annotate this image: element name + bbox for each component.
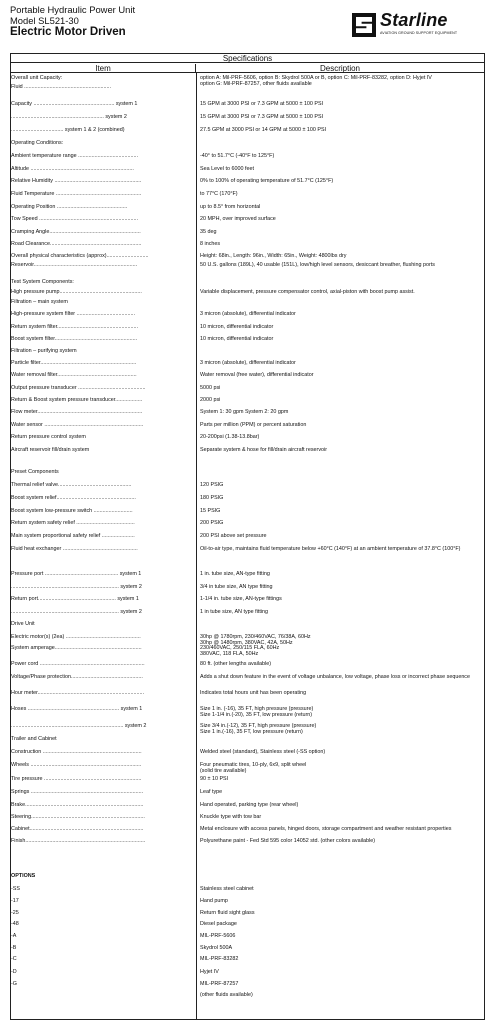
spec-description: Leaf type <box>200 789 223 795</box>
spec-description: Welded steel (standard), Stainless steel (-SS option) <box>200 749 326 755</box>
column-header-item: Item <box>11 64 196 73</box>
spec-item: Wheels .......................................................................... <box>11 762 142 768</box>
spec-item: Finish................................................................................ <box>11 838 146 844</box>
spec-item: -25 <box>11 910 19 916</box>
spec-item: Return pressure control system <box>11 434 86 440</box>
spec-description: Indicates total hours unit has been operating <box>200 690 307 696</box>
spec-description: 8 inches <box>200 241 221 247</box>
spec-item: -C <box>11 956 17 962</box>
spec-description: Water removal (free water), differential indicator <box>200 372 314 378</box>
spec-item: Filtration – main system <box>11 299 68 305</box>
page-header <box>10 5 485 51</box>
spec-item: Overall unit Capacity: <box>11 75 63 81</box>
product-line: Portable Hydraulic Power Unit <box>10 4 136 15</box>
spec-item: Road Clearance............................................................. <box>11 241 142 247</box>
spec-description: 80 ft. (other lengths available) <box>200 661 272 667</box>
spec-description: 20-200psi (1.38-13.8bar) <box>200 434 260 440</box>
spec-description: 3/4 in tube size, AN type fitting <box>200 584 273 590</box>
spec-item: Fluid .......................................................... <box>11 84 112 90</box>
spec-description: Oil-to-air type, maintains fluid temperature below +60°C (140°F) at an ambient temperature of 37.8°C (100°F) <box>200 546 461 552</box>
spec-item: ........................................................................ system 2 <box>11 609 142 615</box>
spec-description: 15 GPM at 3000 PSI or 7.3 GPM at 5000 ± 100 PSI <box>200 101 324 107</box>
spec-description: Diesel package <box>200 921 237 927</box>
specifications-table <box>10 53 485 1020</box>
spec-description: Separate system & hose for fill/drain aircraft reservoir <box>200 447 328 453</box>
spec-item: High-pressure system filter ....................................... <box>11 311 136 317</box>
spec-item: -D <box>11 969 17 975</box>
spec-item: Test System Components: <box>11 279 74 285</box>
spec-description: Height: 68in., Length: 96in., Width: 65in., Weight: 4800lbs dry <box>200 253 347 259</box>
spec-description: 1-1/4 in. tube size, AN-type fittings <box>200 596 282 602</box>
spec-item: Aircraft reservoir fill/drain system <box>11 447 90 453</box>
spec-description: Four pneumatic tires, 10-ply, 6x9, split wheel (solid tire available) <box>200 762 307 775</box>
spec-item: Hoses ............................................................. system 1 <box>11 706 143 712</box>
spec-item: Tire pressure ................................................................. <box>11 776 142 782</box>
spec-item: Filtration – purifying system <box>11 348 77 354</box>
spec-description: 20 MPH, over improved surface <box>200 216 276 222</box>
spec-description: 27.5 GPM at 3000 PSI or 14 GPM at 5000 ± 100 PSI <box>200 127 327 133</box>
spec-item: Return port.................................................... system 1 <box>11 596 139 602</box>
spec-item: Tow Speed .................................................................. <box>11 216 139 222</box>
spec-item: Overall physical characteristics (approx)............................ <box>11 253 149 259</box>
spec-item: Altitude ..................................................................... <box>11 166 134 172</box>
spec-item: OPTIONS <box>11 873 36 879</box>
spec-description: Metal enclosure with access panels, hinged doors, storage compartment and weather resistant properties <box>200 826 452 832</box>
spec-item: Pressure port ................................................. system 1 <box>11 571 142 577</box>
spec-description: System 1: 30 gpm System 2: 20 gpm <box>200 409 289 415</box>
spec-item: Capacity ...................................................... system 1 <box>11 101 138 107</box>
spec-item: Cramping Angle............................................................. <box>11 229 141 235</box>
spec-item: Power cord ...................................................................... <box>11 661 145 667</box>
spec-description: 10 micron, differential indicator <box>200 336 274 342</box>
spec-item: Main system proportional safety relief ...................... <box>11 533 135 539</box>
spec-item: Boost system filter....................................................... <box>11 336 138 342</box>
spec-description: Parts per million (PPM) or percent saturation <box>200 422 307 428</box>
spec-description: 230/460VAC, 250/115 FLA, 60Hz 380VAC, 118 FLA, 50Hz <box>200 645 280 658</box>
spec-description: 15 PSIG <box>200 508 221 514</box>
spec-item: High pressure pump....................................................... <box>11 289 142 295</box>
spec-item: Flow meter...................................................................... <box>11 409 143 415</box>
spec-item: Water removal filter..................................................... <box>11 372 137 378</box>
spec-item: Relative Humidity .......................................................... <box>11 178 142 184</box>
spec-description: Hand pump <box>200 898 228 904</box>
spec-item: Operating Position ............................................... <box>11 204 128 210</box>
spec-description: (other fluids available) <box>200 992 253 998</box>
model-number: Model SL521-30 <box>10 14 79 26</box>
spec-description: 120 PSIG <box>200 482 224 488</box>
spec-item: ........................................................................ system 2 <box>11 584 142 590</box>
spec-item: .............................................................. system 2 <box>11 114 127 120</box>
spec-description: Variable displacement, pressure compensator control, axial-piston with boost pump assist. <box>200 289 415 295</box>
column-divider <box>196 73 197 1019</box>
spec-description: up to 8.5° from horizontal <box>200 204 261 210</box>
spec-item: Brake............................................................................... <box>11 802 144 808</box>
spec-description: MIL-PRF-5606 <box>200 933 236 939</box>
spec-description: Skydrol 500A <box>200 945 233 951</box>
spec-description: 5000 psi <box>200 385 221 391</box>
spec-description: Return fluid sight glass <box>200 910 255 916</box>
spec-item: Output pressure transducer ............................................. <box>11 385 146 391</box>
spec-description: 90 ± 10 PSI <box>200 776 229 782</box>
spec-description: Hand operated, parking type (rear wheel) <box>200 802 299 808</box>
column-header-description: Description <box>196 64 484 73</box>
spec-description: 0% to 100% of operating temperature of 51.7°C (125°F) <box>200 178 334 184</box>
spec-item: ........................................................................... system 2 <box>11 723 147 729</box>
spec-item: Construction .................................................................. <box>11 749 142 755</box>
spec-item: Return system safety relief ....................................... <box>11 520 135 526</box>
spec-description: MIL-PRF-87257 <box>200 981 239 987</box>
spec-item: Springs ........................................................................... <box>11 789 144 795</box>
spec-description: MIL-PRF-83282 <box>200 956 239 962</box>
spec-description: 2000 psi <box>200 397 221 403</box>
spec-item: Particle filter................................................................ <box>11 360 137 366</box>
spec-item: Boost system relief..................................................... <box>11 495 136 501</box>
spec-description: Polyurethane paint - Fed Std 595 color 14052 std. (other colors available) <box>200 838 375 844</box>
spec-item: Steering............................................................................ <box>11 814 145 820</box>
spec-item: Electric motor(s) (2ea) .................................................. <box>11 634 141 640</box>
spec-item: -SS <box>11 886 20 892</box>
spec-description: Knuckle type with tow bar <box>200 814 262 820</box>
spec-item: Boost system low-pressure switch .......................... <box>11 508 133 514</box>
spec-item: -48 <box>11 921 19 927</box>
spec-description: Hyjet IV <box>200 969 219 975</box>
spec-item: -17 <box>11 898 19 904</box>
spec-item: Trailer and Cabinet <box>11 736 57 742</box>
spec-description: 50 U.S. gallons (189L), 40 usable (151L), low/high level sensors, desiccant breather, flushing ports <box>200 262 435 268</box>
table-title: Specifications <box>11 54 484 63</box>
spec-description: Size 3/4 in.(-12), 35 FT, high pressure (pressure) Size 1 in.(-16), 35 FT, low pressure (return) <box>200 723 317 736</box>
spec-description: -40° to 51.7°C (-40°F to 125°F) <box>200 153 275 159</box>
spec-description: 15 GPM at 3000 PSI or 7.3 GPM at 5000 ± 100 PSI <box>200 114 324 120</box>
spec-description: Sea Level to 6000 feet <box>200 166 254 172</box>
spec-description: 30hp @ 1780rpm, 230/460VAC, 76/38A, 60Hz 30hp @ 1480rpm, 380VAC, 42A, 50Hz <box>200 634 311 647</box>
logo-tagline: AVIATION GROUND SUPPORT EQUIPMENT <box>380 31 458 35</box>
spec-item: Return system filter...................................................... <box>11 324 139 330</box>
spec-item: Return & Boost system pressure transducer.................. <box>11 397 143 403</box>
spec-item: Thermal relief valve................................................. <box>11 482 132 488</box>
spec-item: Cabinet............................................................................ <box>11 826 144 832</box>
spec-item: Fluid Temperature ......................................................... <box>11 191 142 197</box>
spec-item: -B <box>11 945 17 951</box>
spec-item: Voltage/Phase protection................................................ <box>11 674 143 680</box>
spec-description: 3 micron (absolute), differential indicator <box>200 360 296 366</box>
spec-item: Drive Unit <box>11 621 35 627</box>
spec-description: 1 in tube size, AN type fitting <box>200 609 269 615</box>
spec-description: Stainless steel cabinet <box>200 886 254 892</box>
spec-description: 200 PSI above set pressure <box>200 533 267 539</box>
spec-description: to 77°C (170°F) <box>200 191 238 197</box>
starline-logo <box>352 10 484 43</box>
spec-item: Operating Conditions: <box>11 140 64 146</box>
spec-item: Fluid heat exchanger .................................................. <box>11 546 138 552</box>
logo-name: Starline <box>380 10 448 30</box>
spec-description: Size 1 in. (-16), 35 FT, high pressure (pressure) Size 1-1/4 in.(-20), 35 FT, low pressure (return) <box>200 706 314 719</box>
spec-description: 1 in. tube size, AN-type fitting <box>200 571 270 577</box>
spec-description: 3 micron (absolute), differential indicator <box>200 311 296 317</box>
spec-item: -G <box>11 981 17 987</box>
product-title: Electric Motor Driven <box>10 26 126 38</box>
spec-item: Ambient temperature range ........................................ <box>11 153 139 159</box>
spec-item: Water sensor .................................................................. <box>11 422 144 428</box>
spec-description: option A: Mil-PRF-5606, option B: Skydrol 500A or B, option C: Mil-PRF-83282, option D: Hyjet IV option G: Mil-PRF-87257, other fluids available <box>200 75 432 88</box>
spec-description: 10 micron, differential indicator <box>200 324 274 330</box>
spec-description: Adds a shut down feature in the event of voltage unbalance, low voltage, phase loss or incorrect phase sequence <box>200 674 471 680</box>
spec-description: 200 PSIG <box>200 520 224 526</box>
spec-description: 35 deg <box>200 229 217 235</box>
starline-mark-icon <box>352 13 376 37</box>
spec-item: -A <box>11 933 17 939</box>
spec-item: System amperage.......................................................... <box>11 645 142 651</box>
spec-item: Reservoir..................................................................... <box>11 262 138 268</box>
spec-description: 180 PSIG <box>200 495 224 501</box>
spec-item: Hour meter....................................................................... <box>11 690 144 696</box>
spec-item: Preset Components <box>11 469 59 475</box>
spec-item: ................................... system 1 & 2 (combined) <box>11 127 125 133</box>
